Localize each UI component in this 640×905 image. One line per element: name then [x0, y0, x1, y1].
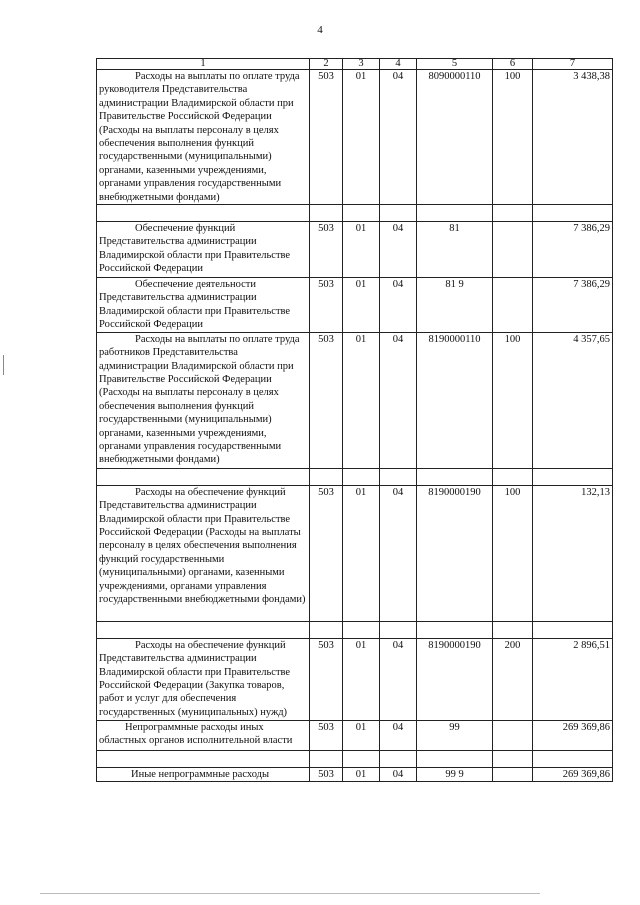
row-description: Расходы на обеспечение функций Представительства администрации Владимирской области при Правительстве Российской Федерации (Расходы на выплаты персоналу в целях обеспечения выполнения функций государственными (муниципальными) органами, казенными учреждениями, органами управления государственными внебюджетными фондами)	[97, 485, 310, 621]
cell-col-2: 503	[310, 720, 343, 750]
cell-col-6	[493, 767, 533, 781]
cell-col-5: 99	[417, 720, 493, 750]
cell-col-5: 8090000110	[417, 70, 493, 205]
cell-col-4: 04	[380, 222, 417, 278]
cell-col-4: 04	[380, 70, 417, 205]
budget-table	[96, 58, 613, 782]
cell-col-4: 04	[380, 638, 417, 720]
table-spacer	[97, 205, 613, 222]
header-col-6: 6	[493, 59, 533, 70]
table-row	[97, 222, 613, 278]
cell-col-3: 01	[343, 720, 380, 750]
cell-col-7: 2 896,51	[533, 638, 613, 720]
table-row	[97, 638, 613, 720]
row-description: Расходы на выплаты по оплате труда работников Представительства администрации Владимирской области при Правительстве Российской Федерации (Расходы на выплаты персоналу в целях обеспечения выполнения функций государственными (муниципальными) органами, казенными учреждениями, органами управления государственными внебюджетными фондами)	[97, 332, 310, 468]
cell-col-6: 100	[493, 70, 533, 205]
cell-col-7: 7 386,29	[533, 278, 613, 333]
row-description: Обеспечение функций Представительства администрации Владимирской области при Правительстве Российской Федерации	[97, 222, 310, 278]
cell-col-4: 04	[380, 485, 417, 621]
scan-margin-mark	[3, 355, 4, 375]
row-description: Непрограммные расходы иных областных органов исполнительной власти	[97, 720, 310, 750]
cell-col-7: 3 438,38	[533, 70, 613, 205]
cell-col-6: 200	[493, 638, 533, 720]
table-row	[97, 720, 613, 750]
header-col-1: 1	[97, 59, 310, 70]
cell-col-4: 04	[380, 278, 417, 333]
table-row	[97, 767, 613, 781]
cell-col-2: 503	[310, 278, 343, 333]
cell-col-6	[493, 278, 533, 333]
table-row	[97, 70, 613, 205]
cell-col-3: 01	[343, 222, 380, 278]
cell-col-7: 4 357,65	[533, 332, 613, 468]
cell-col-5: 81	[417, 222, 493, 278]
table-header-row	[97, 59, 613, 70]
cell-col-4: 04	[380, 720, 417, 750]
table-spacer	[97, 621, 613, 638]
cell-col-7: 132,13	[533, 485, 613, 621]
header-col-5: 5	[417, 59, 493, 70]
cell-col-2: 503	[310, 332, 343, 468]
cell-col-6: 100	[493, 485, 533, 621]
cell-col-7: 7 386,29	[533, 222, 613, 278]
cell-col-2: 503	[310, 222, 343, 278]
row-description: Расходы на выплаты по оплате труда руководителя Представительства администрации Владимирской области при Правительстве Российской Федерации (Расходы на выплаты персоналу в целях обеспечения выполнения функций государственными (муниципальными) органами, казенными учреждениями, органами управления государственными внебюджетными фондами)	[97, 70, 310, 205]
cell-col-5: 99 9	[417, 767, 493, 781]
cell-col-3: 01	[343, 70, 380, 205]
cell-col-6	[493, 720, 533, 750]
header-col-7: 7	[533, 59, 613, 70]
cell-col-5: 8190000110	[417, 332, 493, 468]
header-col-3: 3	[343, 59, 380, 70]
cell-col-3: 01	[343, 485, 380, 621]
table-row	[97, 485, 613, 621]
header-col-2: 2	[310, 59, 343, 70]
table-spacer	[97, 468, 613, 485]
cell-col-3: 01	[343, 638, 380, 720]
row-description: Расходы на обеспечение функций Представительства администрации Владимирской области при Правительстве Российской Федерации (Закупка товаров, работ и услуг для обеспечения государственных (муниципальных) нужд)	[97, 638, 310, 720]
cell-col-2: 503	[310, 638, 343, 720]
cell-col-4: 04	[380, 767, 417, 781]
table-spacer	[97, 750, 613, 767]
table-row	[97, 332, 613, 468]
header-col-4: 4	[380, 59, 417, 70]
cell-col-3: 01	[343, 767, 380, 781]
cell-col-4: 04	[380, 332, 417, 468]
cell-col-2: 503	[310, 767, 343, 781]
row-description: Обеспечение деятельности Представительства администрации Владимирской области при Правительстве Российской Федерации	[97, 278, 310, 333]
cell-col-6: 100	[493, 332, 533, 468]
cell-col-5: 81 9	[417, 278, 493, 333]
cell-col-2: 503	[310, 70, 343, 205]
cell-col-7: 269 369,86	[533, 767, 613, 781]
table-row	[97, 278, 613, 333]
cell-col-5: 8190000190	[417, 638, 493, 720]
cell-col-2: 503	[310, 485, 343, 621]
cell-col-3: 01	[343, 332, 380, 468]
cell-col-6	[493, 222, 533, 278]
row-description: Иные непрограммные расходы	[97, 767, 310, 781]
cell-col-3: 01	[343, 278, 380, 333]
page-number: 4	[317, 24, 323, 36]
cell-col-7: 269 369,86	[533, 720, 613, 750]
cell-col-5: 8190000190	[417, 485, 493, 621]
scan-bottom-edge	[40, 893, 540, 894]
